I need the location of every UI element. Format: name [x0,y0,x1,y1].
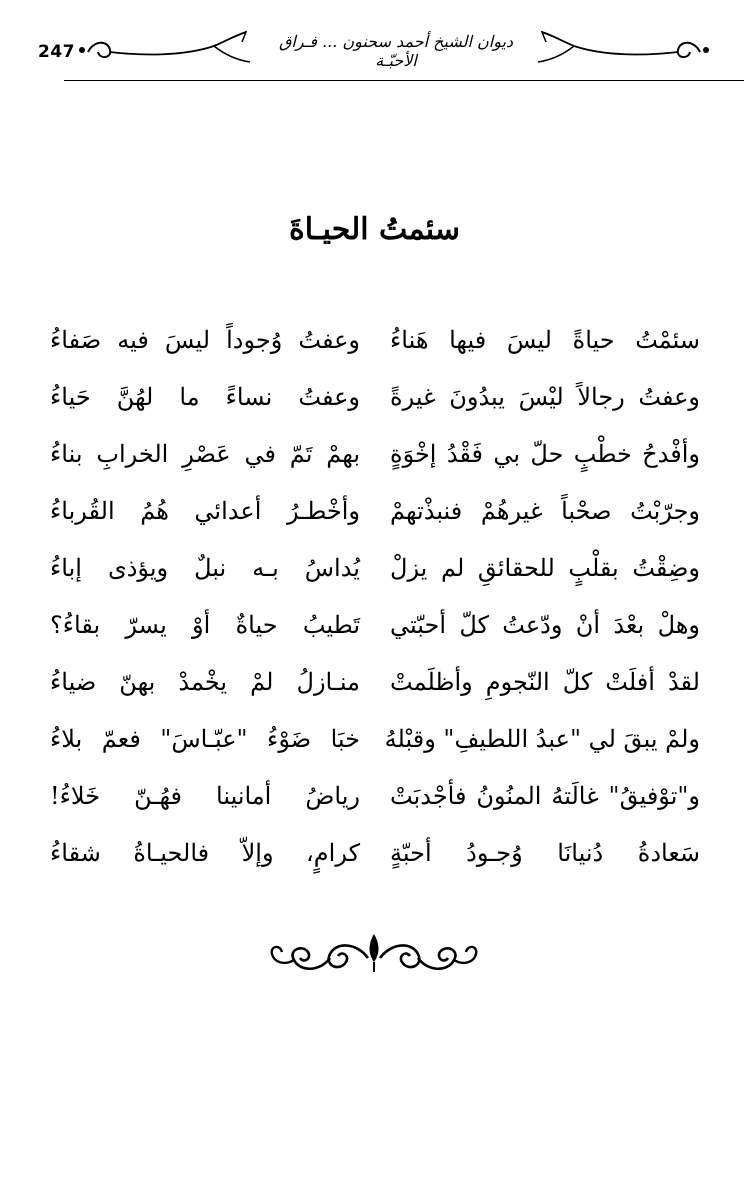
verse-row [40,491,710,548]
fleuron-icon [264,928,484,982]
verse-row [40,320,710,377]
scroll-flourish-icon [74,26,254,66]
verse-second-hemistich: تَطيبُ حياةٌ أوْ يسرّ بقاءُ؟ [50,611,360,639]
verse-second-hemistich: خبَا ضَوْءُ "عبّـاسَ" فعمّ بلاءُ [50,725,360,753]
poem-title: سئمتُ الحيـاةَ [289,212,460,247]
verse-second-hemistich: وعفتُ وُجوداً ليسَ فيه صَفاءُ [50,326,360,354]
verse-first-hemistich: و"توْفيقُ" غالَتهُ المنُونُ فأجْدبَتْ [390,782,700,810]
verse-first-hemistich: وهلْ بعْدَ أنْ ودّعتُ كلّ أحبّتي [390,611,700,639]
running-head: ديوان الشيخ أحمد سحنون ... فـراق الأحبّـة [278,32,514,70]
verse-row [40,548,710,605]
verse-second-hemistich: كرامٍ، وإلاّ فالحيـاةُ شقاءُ [50,839,360,867]
verse-second-hemistich: وأخْطـرُ أعدائي هُمُ القُرباءُ [50,497,360,525]
verse-second-hemistich: يُداسُ بـه نبلٌ ويؤذى إباءُ [50,554,360,582]
scroll-flourish-icon [530,26,714,66]
page-number: 247 [38,42,75,62]
verse-first-hemistich: وضِقْتُ بقلْبٍ للحقائقِ لم يزلْ [390,554,700,582]
verse-second-hemistich: منـازلُ لمْ يخْمدْ بهنّ ضياءُ [50,668,360,696]
page-header [30,18,720,78]
verse-second-hemistich: رياضُ أمانينا فهُـنّ خَلاءُ! [50,782,360,810]
verse-row [40,719,710,776]
verse-row [40,662,710,719]
verse-row [40,377,710,434]
verse-row [40,434,710,491]
verse-row [40,605,710,662]
verse-first-hemistich: وجرّبْتُ صحْباً غيرهُمْ فنبذْتهمْ [390,497,700,525]
verse-first-hemistich: سَعادةُ دُنيانَا وُجـودُ أحبّةٍ [390,839,700,867]
verse-first-hemistich: لقدْ أفلَتْ كلّ النّجومِ وأظلَمتْ [390,668,700,696]
verse-first-hemistich: وعفتُ رجالاً ليْسَ يبدُونَ غيرةً [390,383,700,411]
poem-verses [40,320,710,890]
verse-row [40,833,710,890]
verse-first-hemistich: وأفْدحُ خطْبٍ حلّ بي فَقْدُ إخْوَةٍ [390,440,700,468]
verse-row [40,776,710,833]
verse-first-hemistich: سئمْتُ حياةً ليسَ فيها هَناءُ [390,326,700,354]
verse-first-hemistich: ولمْ يبقَ لي "عبدُ اللطيفِ" وقبْلهُ [384,725,700,753]
header-rule [64,80,744,81]
verse-second-hemistich: وعفتُ نساءً ما لهُنَّ حَياءُ [50,383,360,411]
verse-second-hemistich: بهمْ تَمّ في عَصْرِ الخرابِ بناءُ [50,440,360,468]
